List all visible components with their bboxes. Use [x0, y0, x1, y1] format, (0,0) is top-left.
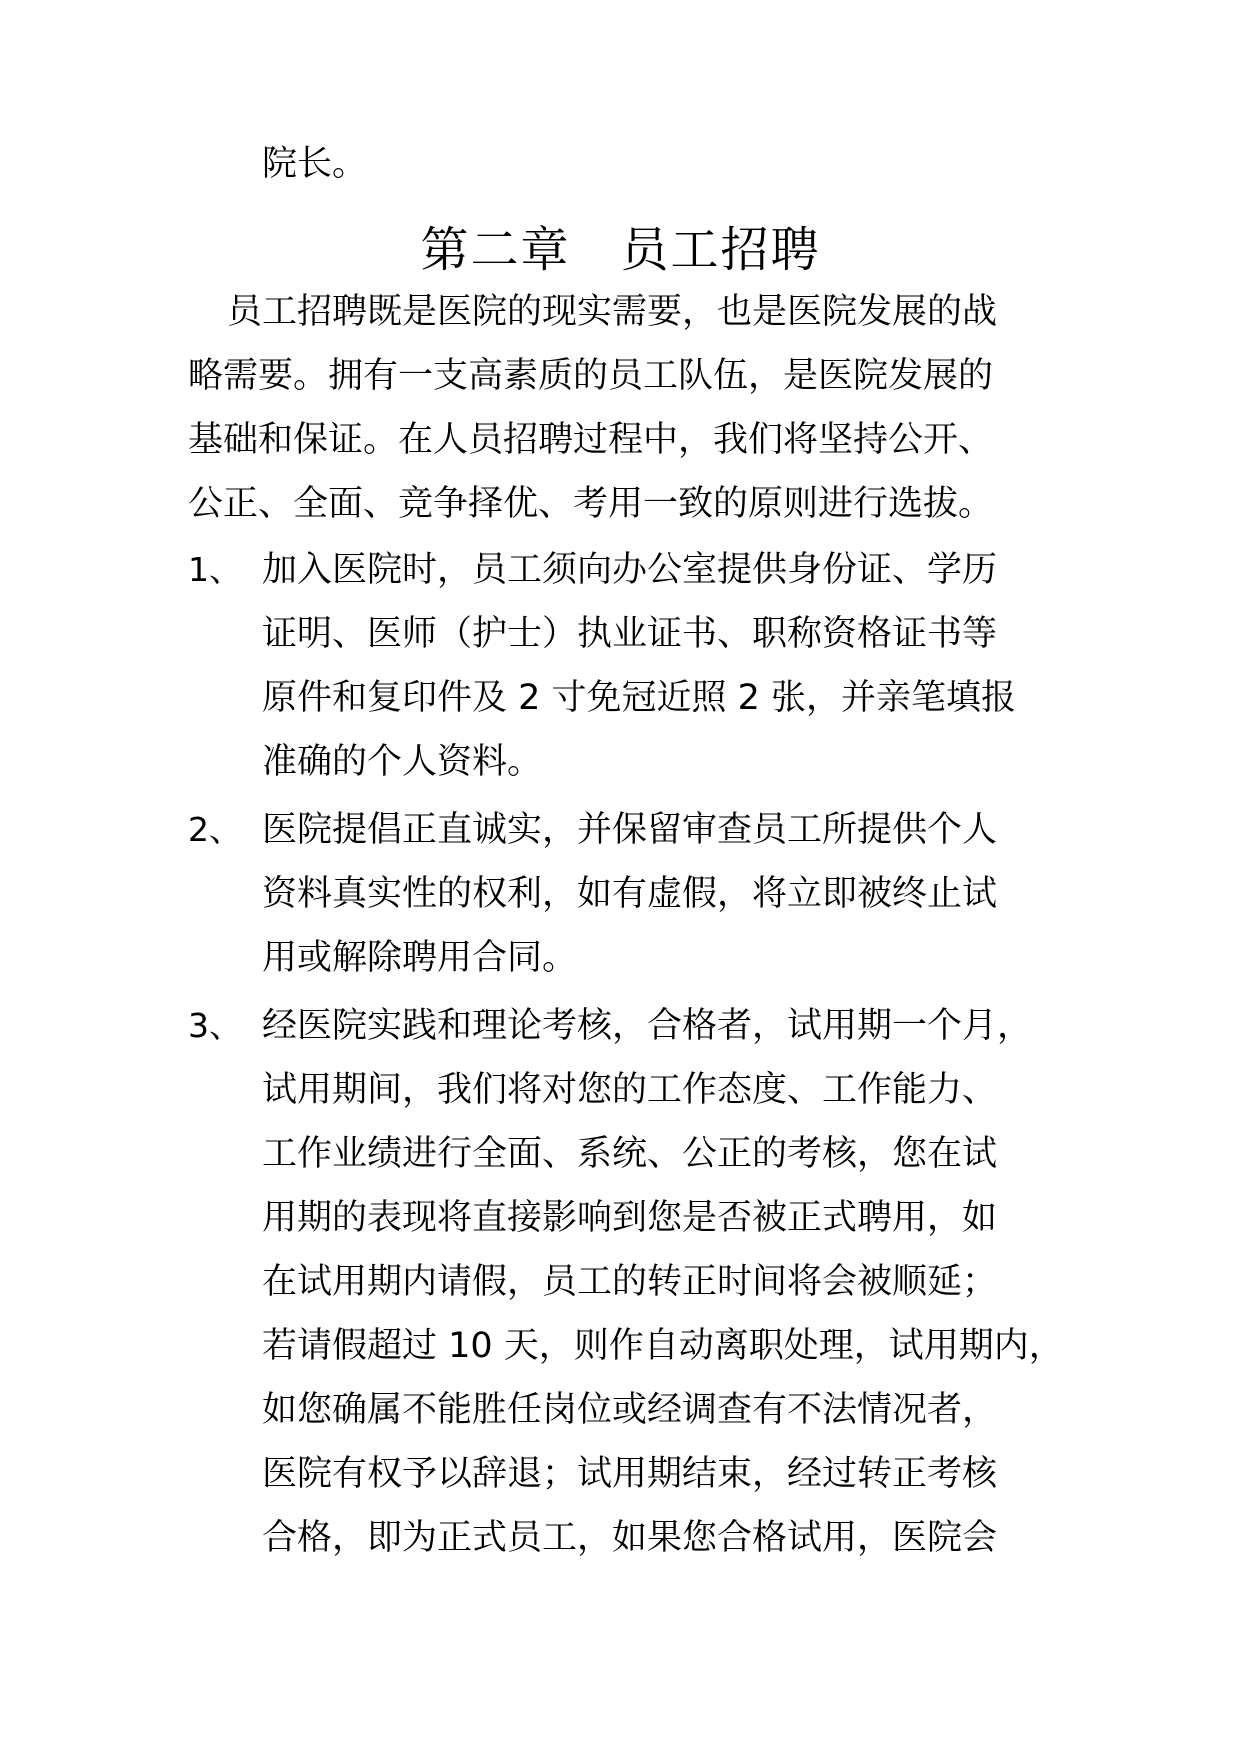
intro-line: 基础和保证。在人员招聘过程中，我们将坚持公开、	[188, 420, 994, 460]
item-line: 合格，即为正式员工，如果您合格试用，医院会	[262, 1518, 998, 1558]
item-line: 用或解除聘用合同。	[262, 938, 578, 978]
item-line: 医院提倡正直诚实，并保留审查员工所提供个人	[262, 810, 998, 850]
item-line: 在试用期内请假，员工的转正时间将会被顺延；	[262, 1262, 998, 1302]
item-number: 2、	[188, 810, 242, 849]
item-line: 经医院实践和理论考核，合格者，试用期一个月，	[262, 1006, 1033, 1046]
item-line: 用期的表现将直接影响到您是否被正式聘用，如	[262, 1198, 998, 1238]
item-line: 如您确属不能胜任岗位或经调查有不法情况者，	[262, 1390, 998, 1430]
intro-line: 员工招聘既是医院的现实需要，也是医院发展的战	[227, 292, 998, 332]
item-line: 资料真实性的权利，如有虚假，将立即被终止试	[262, 874, 998, 914]
item-line: 试用期间，我们将对您的工作态度、工作能力、	[262, 1070, 998, 1110]
item-line: 加入医院时，员工须向办公室提供身份证、学历	[262, 550, 998, 590]
item-line: 准确的个人资料。	[262, 742, 543, 782]
intro-line: 略需要。拥有一支高素质的员工队伍，是医院发展的	[188, 356, 994, 396]
intro-line: 公正、全面、竞争择优、考用一致的原则进行选拔。	[188, 484, 994, 524]
item-line: 原件和复印件及 2 寸免冠近照 2 张，并亲笔填报	[262, 678, 1017, 718]
continuation-text: 院长。	[262, 144, 368, 184]
item-line: 证明、医师（护士）执业证书、职称资格证书等	[262, 614, 998, 654]
item-number: 3、	[188, 1006, 242, 1045]
item-line: 工作业绩进行全面、系统、公正的考核，您在试	[262, 1134, 998, 1174]
item-number: 1、	[188, 550, 242, 589]
chapter-title: 第二章 员工招聘	[420, 222, 821, 278]
item-line: 若请假超过 10 天，则作自动离职处理，试用期内，	[262, 1326, 1064, 1366]
item-line: 医院有权予以辞退；试用期结束，经过转正考核	[262, 1454, 998, 1494]
